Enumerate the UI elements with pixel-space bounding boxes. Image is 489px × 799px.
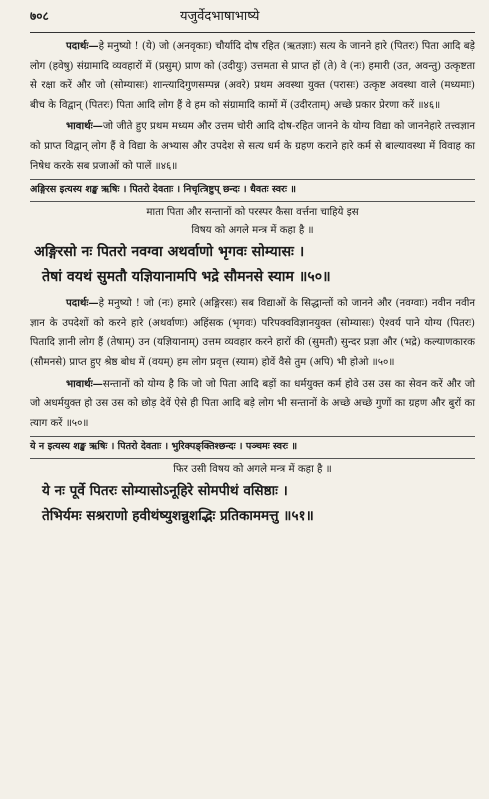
- padartha-paragraph-49: [30, 37, 475, 115]
- bhavartha-text: जो जीते हुए प्रथम मध्यम और उत्तम चोरी आदि दोष-रहित जानने के योग्य विद्या को जाननेहारे तत्त्वज्ञान को प्राप्त विद्वान् लोग हैं वे विद्या के अभ्यास और उपदेश से सत्य धर्म के ग्रहण कराने हारे कर्म से बाल्यावस्था में विवाह का निषेध करके सब प्रजाओं को पालें ॥४६॥: [30, 121, 475, 172]
- bhavartha-text: सन्तानों को योग्य है कि जो जो पिता आदि बड़ों का धर्मयुक्त कर्म होवे उस उस का सेवन करें और जो जो अधर्मयुक्त हो उस उस को छोड़ देवें ऐसे ही पिता आदि बड़े लोग भी सन्तानों के अच्छे अच्छे गुणों का ग्रहण और बुरों का त्याग करें ॥५०॥: [30, 378, 475, 429]
- intro-line: माता पिता और सन्तानों को परस्पर कैसा वर्त्तना चाहिये इस: [146, 207, 359, 219]
- bhavartha-label: भावार्थः—: [66, 120, 103, 133]
- mantra-metadata-51: ये न इत्यस्य शङ्ख ऋषिः । पितरो देवताः । भुरिक्पङ्क्तिश्छन्दः । पञ्चमः स्वरः ॥: [30, 441, 298, 453]
- mantra-metadata-50: अङ्गिरस इत्यस्य शङ्ख ऋषिः । पितरो देवताः । निचृत्त्रिष्टुप् छन्दः । धैवतः स्वरः ॥: [30, 184, 296, 196]
- verse-51-line-2: तेभिर्यमः सश्रराणो हवीथंष्युशन्नुशद्भिः प्रतिकाममत्तु ॥५१॥: [42, 508, 314, 525]
- mantra-intro-51: फिर उसी विषय को अगले मन्त्र में कहा है ॥: [173, 464, 332, 476]
- verse-51-line-1: ये नः पूर्वे पितरः सोम्यासोऽनूहिरे सोमपीथं वसिष्ठाः ।: [42, 483, 288, 500]
- padartha-text: हे मनुष्यो ! (ये) जो (अनवृकाः) चौर्यादि दोष रहित (ऋतज्ञाः) सत्य के जानने हारे (पितरः) पिता आदि बड़े लोग (हवेषु) संग्रामादि व्यवहारों में (प्रसुम्) प्राण को (उदीयुः) उत्तमता से प्राप्त हों (ते) वे (नः) हमारी (उत, अवन्तु) उत्कृष्टता से रक्षा करें और जो (सोम्यासः) शान्त्यादिगुणसम्पन्न (अवरे) प्रथम अवस्था युक्त (परासः) उत्कृष्ट अवस्था वाले (मध्यमाः) बीच के विद्वान् (पितरः) पिता आदि लोग हैं वे हम को संग्रामादि कामों में (उदीरताम्) अच्छे प्रकार प्रेरणा करें ॥४६॥: [30, 41, 475, 111]
- book-title: यजुर्वेदभाषाभाष्ये: [180, 9, 260, 24]
- padartha-label: पदार्थः—: [66, 40, 99, 52]
- page-header: [30, 6, 475, 33]
- intro-line: विषय को अगले मन्त्र में कहा है ॥: [191, 225, 314, 237]
- padartha-paragraph-50: [30, 294, 475, 372]
- divider: [30, 179, 475, 180]
- page-number: ७०८: [30, 9, 49, 23]
- mantra-intro-50: [30, 204, 475, 240]
- verse-50-line-1: अङ्गिरसो नः पितरो नवग्वा अथर्वाणो भृगवः सोम्यासः ।: [34, 244, 305, 261]
- divider: [30, 458, 475, 459]
- divider: [30, 436, 475, 437]
- verse-50-line-2: तेषां वयथं सुमतौ यज्ञियानामपि भद्रे सौमनसे स्याम ॥५०॥: [42, 269, 331, 286]
- padartha-text: हे मनुष्यो ! जो (नः) हमारे (अङ्गिरसः) सब विद्याओं के सिद्धान्तों को जानने और (नवग्वाः) नवीन नवीन ज्ञान के उपदेशों को करने हारे (अथर्वाणः) अहिंसक (भृगवः) परिपक्वविज्ञानयुक्त (सोम्यासः) ऐश्वर्य पाने योग्य (पितरः) पितादि ज्ञानी लोग हैं (तेषाम्) उन (यज्ञियानाम्) उत्तम व्यवहार करने हारों की (सुमतौ) सुन्दर प्रज्ञा और (भद्रे) कल्याणकारक (सौमनसे) प्राप्त हुए श्रेष्ठ बोध में (वयम्) हम लोग प्रवृत्त (स्याम) होवें वैसे तुम (अपि) भी होओ ॥५०॥: [30, 298, 475, 368]
- bhavartha-label: भावार्थः—: [66, 377, 103, 390]
- bhavartha-paragraph-50: [30, 375, 475, 434]
- bhavartha-paragraph-49: [30, 117, 475, 176]
- padartha-label: पदार्थः—: [66, 297, 99, 310]
- divider: [30, 201, 475, 202]
